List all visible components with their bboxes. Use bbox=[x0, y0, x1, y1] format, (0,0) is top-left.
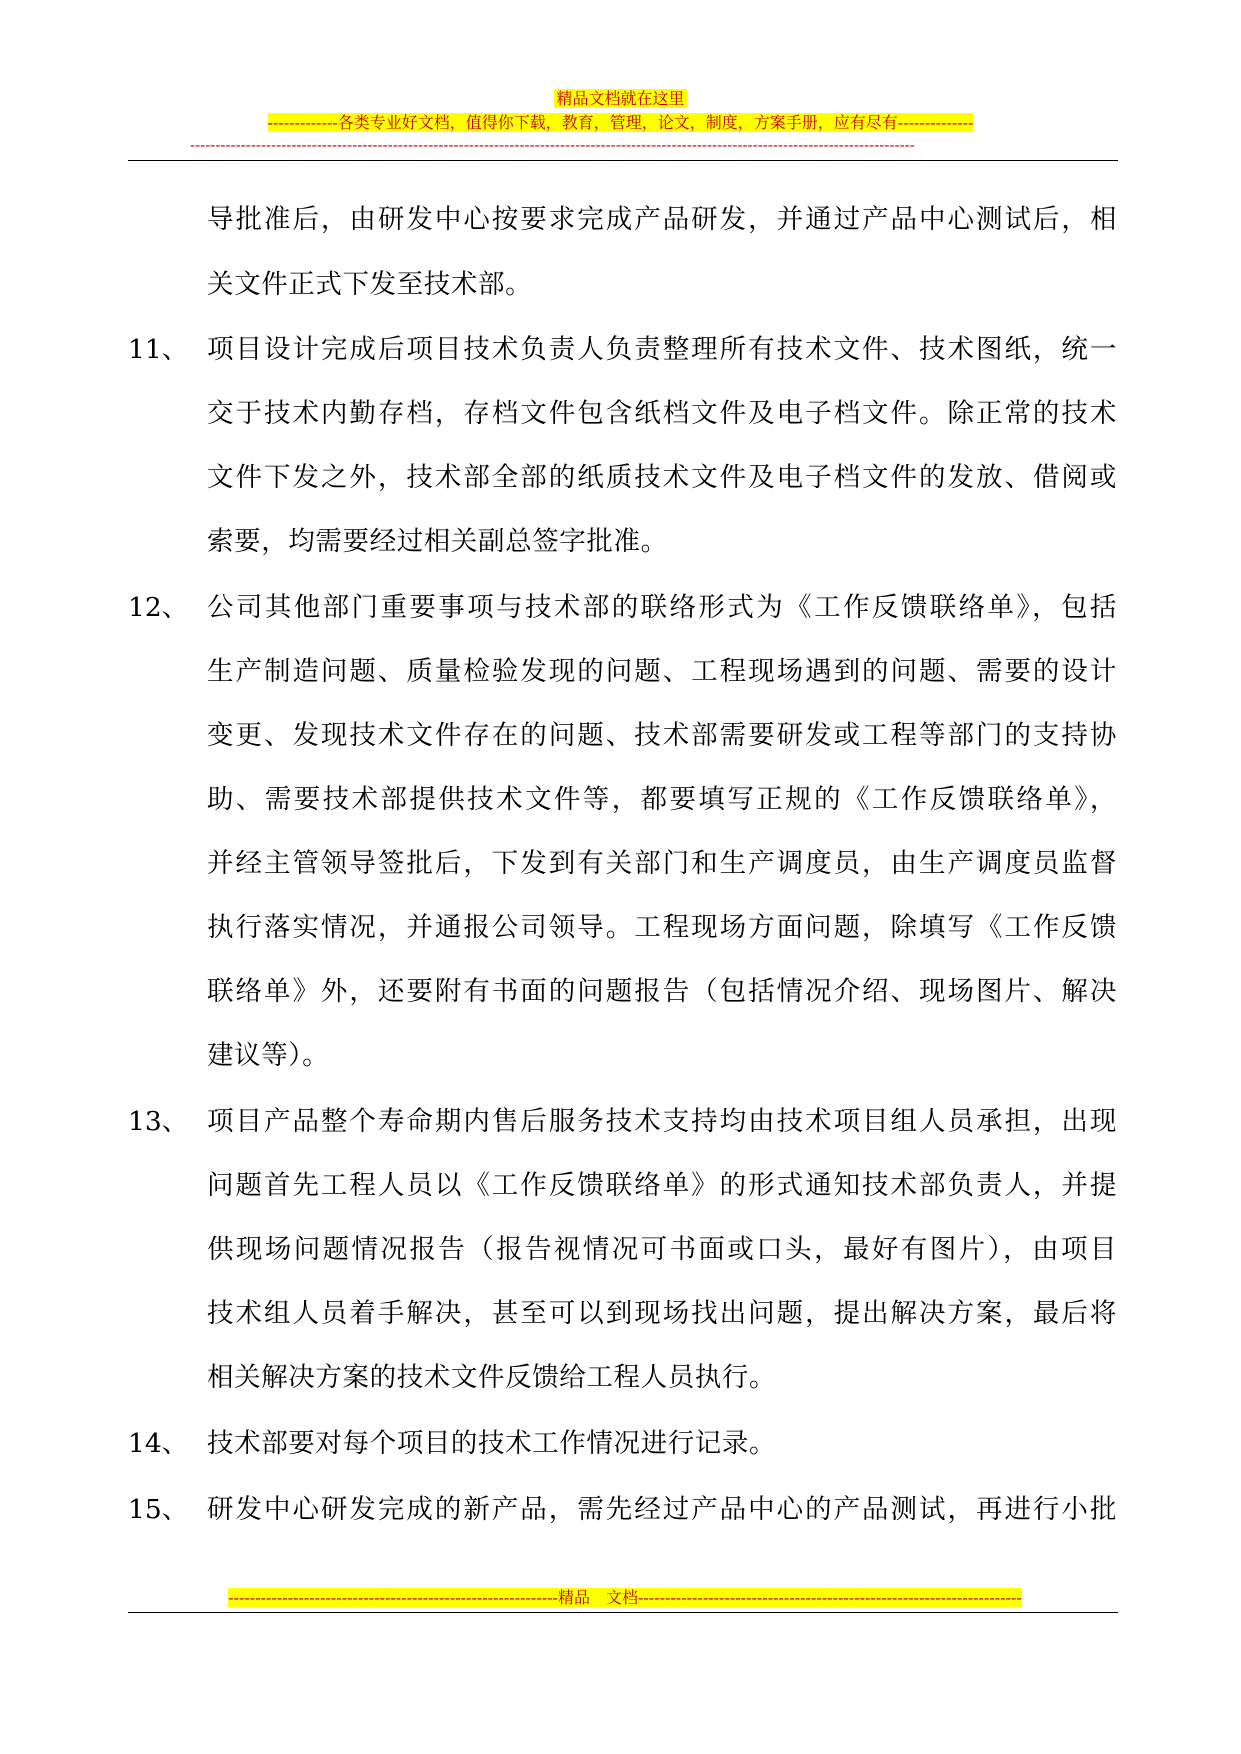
item-number: 14、 bbox=[128, 1428, 189, 1459]
text-line: 研发中心研发完成的新产品，需先经过产品中心的产品测试，再进行小批 bbox=[207, 1494, 1117, 1525]
text-line: 导批准后，由研发中心按要求完成产品研发，并通过产品中心测试后，相 bbox=[207, 204, 1117, 235]
text-line: 并经主管领导签批后，下发到有关部门和生产调度员，由生产调度员监督 bbox=[207, 848, 1117, 879]
item-number: 12、 bbox=[128, 592, 189, 623]
text-line: 助、需要技术部提供技术文件等，都要填写正规的《工作反馈联络单》， bbox=[207, 784, 1117, 815]
item-number: 11、 bbox=[128, 334, 189, 365]
header-title: 精品文档就在这里 bbox=[556, 89, 685, 108]
text-line: 联络单》外，还要附有书面的问题报告（包括情况介绍、现场图片、解决 bbox=[207, 976, 1117, 1007]
item-number: 15、 bbox=[128, 1494, 189, 1525]
item-number: 13、 bbox=[128, 1106, 189, 1137]
text-line: 关文件正式下发至技术部。 bbox=[207, 269, 533, 300]
text-line: 索要，均需要经过相关副总签字批准。 bbox=[207, 526, 668, 557]
text-line: 公司其他部门重要事项与技术部的联络形式为《工作反馈联络单》，包括 bbox=[207, 592, 1117, 623]
text-line: 执行落实情况，并通报公司领导。工程现场方面问题，除填写《工作反馈 bbox=[207, 912, 1117, 943]
text-line: 供现场问题情况报告（报告视情况可书面或口头，最好有图片），由项目 bbox=[207, 1234, 1117, 1265]
text-line: 相关解决方案的技术文件反馈给工程人员执行。 bbox=[207, 1362, 777, 1393]
text-line: 项目产品整个寿命期内售后服务技术支持均由技术项目组人员承担，出现 bbox=[207, 1106, 1117, 1137]
text-line: 项目设计完成后项目技术负责人负责整理所有技术文件、技术图纸，统一 bbox=[207, 334, 1117, 365]
text-line: 技术组人员着手解决，甚至可以到现场找出问题，提出解决方案，最后将 bbox=[207, 1298, 1117, 1329]
text-line: 变更、发现技术文件存在的问题、技术部需要研发或工程等部门的支持协 bbox=[207, 720, 1117, 751]
text-line: 生产制造问题、质量检验发现的问题、工程现场遇到的问题、需要的设计 bbox=[207, 656, 1117, 687]
header-rule bbox=[128, 160, 1118, 161]
header-subtitle: -------------各类专业好文档，值得你下载，教育，管理，论文，制度，方案手册，应有尽有-------------- bbox=[267, 113, 974, 132]
footer-banner: -------------------------------------------------------------精品 文档----------------------------------------------------------------------- bbox=[228, 1588, 1022, 1607]
text-line: 问题首先工程人员以《工作反馈联络单》的形式通知技术部负责人，并提 bbox=[207, 1170, 1117, 1201]
text-line: 交于技术内勤存档，存档文件包含纸档文件及电子档文件。除正常的技术 bbox=[207, 398, 1117, 429]
text-line: 文件下发之外，技术部全部的纸质技术文件及电子档文件的发放、借阅或 bbox=[207, 462, 1117, 493]
text-line: 建议等）。 bbox=[207, 1040, 330, 1071]
text-line: 技术部要对每个项目的技术工作情况进行记录。 bbox=[207, 1428, 777, 1459]
header-dash-line: ----------------------------------------------------------------------------------------------------------------------------------------------- bbox=[190, 136, 915, 154]
footer-rule bbox=[128, 1612, 1118, 1613]
